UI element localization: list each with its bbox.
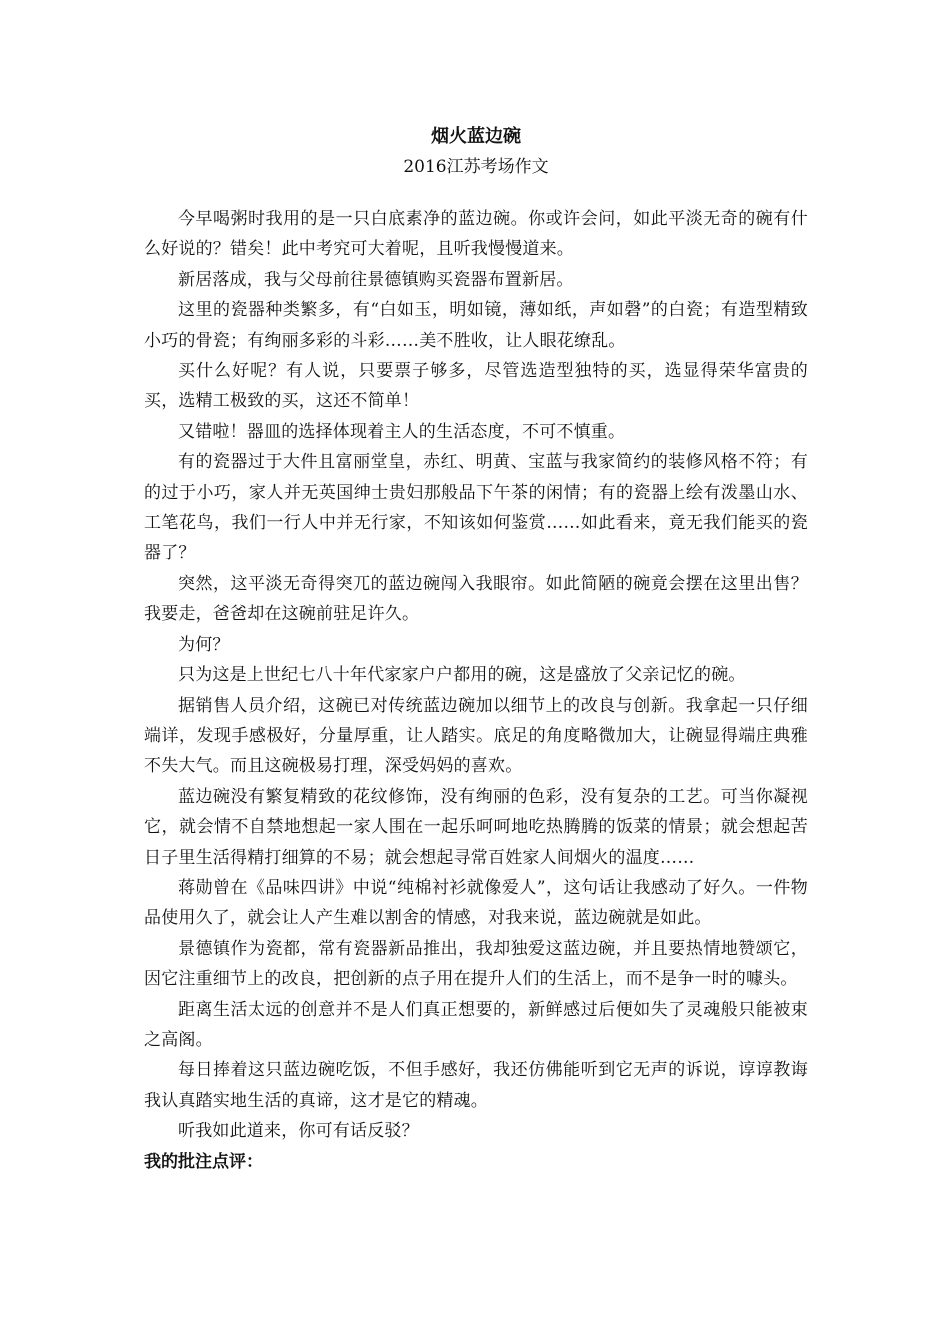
paragraph: 这里的瓷器种类繁多，有“白如玉，明如镜，薄如纸，声如磬”的白瓷；有造型精致小巧的骨瓷；有绚丽多彩的斗彩……美不胜收，让人眼花缭乱。	[144, 300, 808, 351]
paragraph: 又错啦！器皿的选择体现着主人的生活态度，不可不慎重。	[178, 421, 626, 442]
document-page	[144, 122, 808, 1177]
paragraph: 新居落成，我与父母前往景德镇购买瓷器布置新居。	[178, 269, 574, 290]
paragraph: 听我如此道来，你可有话反驳？	[178, 1121, 419, 1142]
paragraph: 蓝边碗没有繁复精致的花纹修饰，没有绚丽的色彩，没有复杂的工艺。可当你凝视它，就会情不自禁地想起一家人围在一起乐呵呵地吃热腾腾的饭菜的情景；就会想起苦日子里生活得精打细算的不易；就会想起寻常百姓家人间烟火的温度……	[144, 786, 808, 868]
paragraph: 突然，这平淡无奇得突兀的蓝边碗闯入我眼帘。如此简陋的碗竟会摆在这里出售？我要走，爸爸却在这碗前驻足许久。	[144, 573, 808, 625]
paragraph: 距离生活太远的创意并不是人们真正想要的，新鲜感过后便如失了灵魂般只能被束之高阁。	[144, 999, 808, 1050]
paragraph: 只为这是上世纪七八十年代家家户户都用的碗，这是盛放了父亲记忆的碗。	[178, 665, 746, 686]
paragraph: 为何？	[178, 634, 230, 655]
paragraph: 蒋勋曾在《品味四讲》中说“纯棉衬衫就像爱人”，这句话让我感动了好久。一件物品使用久了，就会让人产生难以割舍的情感，对我来说，蓝边碗就是如此。	[144, 877, 808, 929]
document-subtitle: 2016江苏考场作文	[403, 157, 549, 177]
document-title: 烟火蓝边碗	[431, 126, 521, 147]
paragraph: 景德镇作为瓷都，常有瓷器新品推出，我却独爱这蓝边碗，并且要热情地赞颂它，因它注重细节上的改良，把创新的点子用在提升人们的生活上，而不是争一时的噱头。	[144, 938, 808, 990]
paragraph: 有的瓷器过于大件且富丽堂皇，赤红、明黄、宝蓝与我家简约的装修风格不符；有的过于小巧，家人并无英国绅士贵妇那般品下午茶的闲情；有的瓷器上绘有泼墨山水、工笔花鸟，我们一行人中并无行家，不知该如何鉴赏……如此看来，竟无我们能买的瓷器了？	[144, 452, 808, 564]
paragraph: 买什么好呢？有人说，只要票子够多，尽管选造型独特的买，选显得荣华富贵的买，选精工极致的买，这还不简单！	[144, 361, 808, 412]
paragraph: 据销售人员介绍，这碗已对传统蓝边碗加以细节上的改良与创新。我拿起一只仔细端详，发现手感极好，分量厚重，让人踏实。底足的角度略微加大，让碗显得端庄典雅不失大气。而且这碗极易打理，深受妈妈的喜欢。	[144, 695, 808, 777]
comment-label: 我的批注点评：	[144, 1151, 263, 1172]
paragraph: 今早喝粥时我用的是一只白底素净的蓝边碗。你或许会问，如此平淡无奇的碗有什么好说的？错矣！此中考究可大着呢，且听我慢慢道来。	[144, 209, 808, 260]
paragraph: 每日捧着这只蓝边碗吃饭，不但手感好，我还仿佛能听到它无声的诉说，谆谆教诲我认真踏实地生活的真谛，这才是它的精魂。	[144, 1060, 808, 1111]
